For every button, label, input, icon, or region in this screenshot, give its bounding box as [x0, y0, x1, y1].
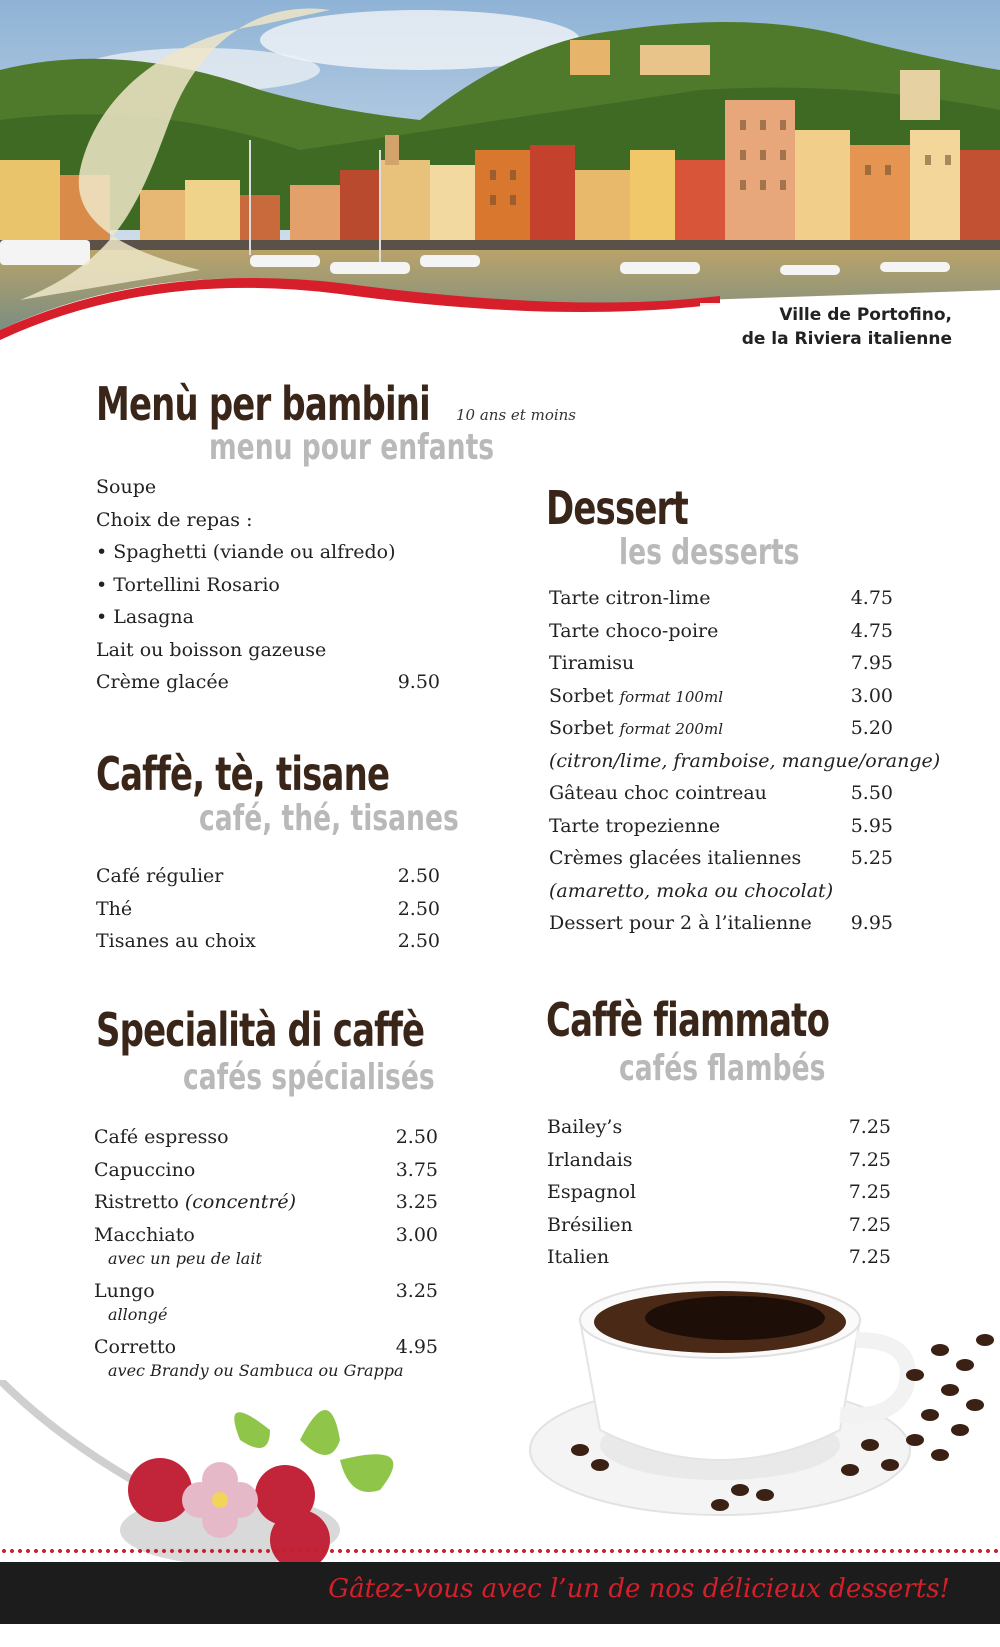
caffe-te-list	[96, 863, 440, 961]
caffe-te-subtitle: café, thé, tisanes	[199, 798, 459, 839]
fiammato-list	[547, 1114, 891, 1277]
list-item: Thé 2.50	[96, 897, 440, 920]
list-item: Brésilien 7.25	[547, 1213, 891, 1236]
footer-dotted-divider	[0, 1548, 1000, 1554]
list-item: Lait ou boisson gazeuse	[96, 638, 327, 661]
raspberry-spoon-image	[0, 1380, 420, 1570]
coffee-cup-image	[520, 1280, 1000, 1550]
dessert-list	[549, 585, 941, 943]
caffe-te-title: Caffè, tè, tisane	[96, 747, 390, 801]
dessert-title: Dessert	[546, 481, 688, 535]
list-item: Italien 7.25	[547, 1246, 891, 1268]
list-item: Soupe	[96, 476, 157, 498]
list-item: Crème glacée 9.50	[96, 671, 440, 693]
list-item: (amaretto, moka ou chocolat)	[549, 879, 834, 902]
bambini-list	[96, 474, 440, 702]
list-item: Macchiato 3.00 avec un peu de lait	[94, 1223, 438, 1268]
list-item: Tisanes au choix 2.50	[96, 930, 440, 952]
bambini-age-note: 10 ans et moins	[456, 406, 577, 424]
list-item: Bailey’s 7.25	[547, 1116, 891, 1138]
list-item: Tarte choco-poire 4.75	[549, 619, 893, 642]
bambini-subtitle: menu pour enfants	[209, 427, 495, 468]
list-item: • Lasagna	[96, 606, 194, 628]
caption-line-2: de la Riviera italienne	[741, 329, 952, 349]
list-item: Choix de repas :	[96, 508, 253, 531]
footer-tagline: Gâtez-vous avec l’un de nos délicieux desserts!	[328, 1574, 950, 1604]
photo-caption	[700, 303, 1000, 355]
fiammato-title: Caffè fiammato	[546, 993, 830, 1047]
list-item: Espagnol 7.25	[547, 1181, 891, 1203]
list-item: Sorbet format 100ml 3.00	[549, 684, 893, 707]
list-item: Irlandais 7.25	[547, 1148, 891, 1171]
bambini-title: Menù per bambini	[96, 377, 430, 431]
list-item: Gâteau choc cointreau 5.50	[549, 782, 893, 804]
dessert-subtitle: les desserts	[619, 532, 800, 573]
list-item: (citron/lime, framboise, mangue/orange)	[549, 749, 941, 772]
caption-line-1: Ville de Portofino,	[779, 305, 952, 325]
list-item: • Spaghetti (viande ou alfredo)	[96, 541, 396, 563]
list-item: Café espresso 2.50	[94, 1126, 438, 1148]
list-item: Lungo 3.25 allongé	[94, 1279, 438, 1324]
list-item: Tarte citron-lime 4.75	[549, 587, 893, 609]
list-item: Corretto 4.95 avec Brandy ou Sambuca ou Grappa	[94, 1335, 438, 1380]
list-item: Dessert pour 2 à l’italienne 9.95	[549, 912, 893, 934]
list-item: Capuccino 3.75	[94, 1158, 438, 1181]
list-item: Crèmes glacées italiennes 5.25	[549, 847, 893, 869]
list-item: Ristretto (concentré) 3.25	[94, 1191, 438, 1213]
specialita-title: Specialità di caffè	[96, 1003, 425, 1057]
fiammato-subtitle: cafés flambés	[619, 1048, 826, 1089]
list-item: Tarte tropezienne 5.95	[549, 814, 893, 837]
header-photo-portofino	[0, 0, 1000, 345]
list-item: Sorbet format 200ml 5.20	[549, 717, 893, 739]
list-item: Café régulier 2.50	[96, 865, 440, 887]
list-item: Tiramisu 7.95	[549, 652, 893, 674]
specialita-list	[94, 1124, 438, 1390]
specialita-subtitle: cafés spécialisés	[183, 1057, 435, 1098]
list-item: • Tortellini Rosario	[96, 573, 280, 596]
